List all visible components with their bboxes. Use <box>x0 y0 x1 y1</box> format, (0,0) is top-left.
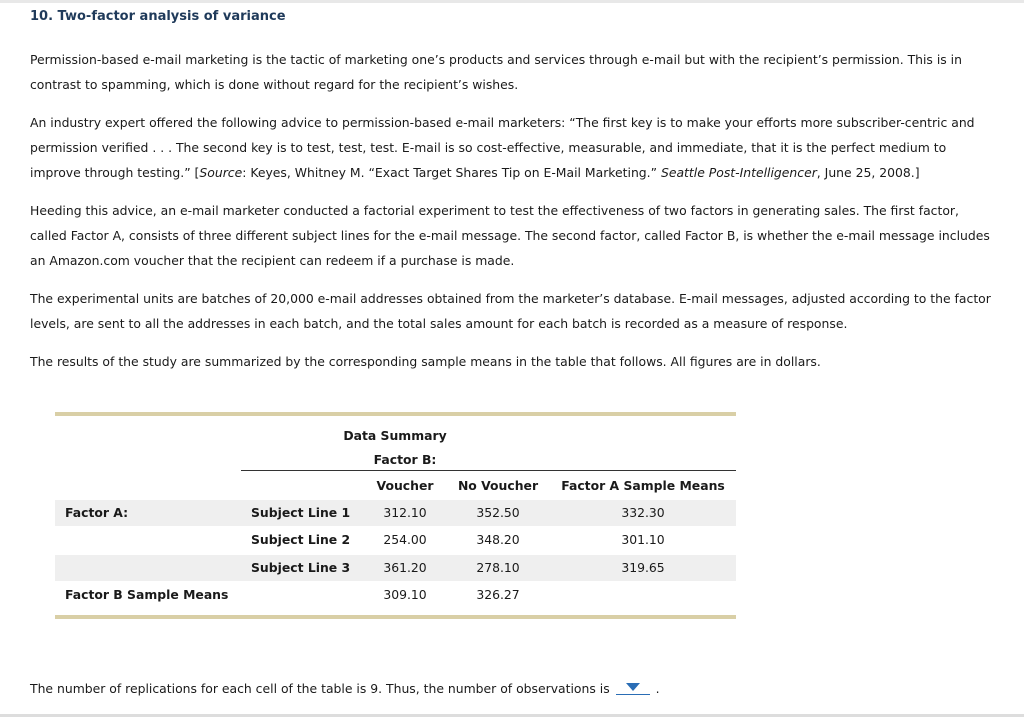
factor-b-means-label: Factor B Sample Means <box>65 587 229 602</box>
citation-date: , June 25, 2008.] <box>816 165 920 180</box>
answer-suffix: . <box>655 681 660 696</box>
cell-sl3-voucher: 361.20 <box>383 560 427 575</box>
col-header-factor-a-means: Factor A Sample Means <box>561 478 725 493</box>
cell-b-mean-no-voucher: 326.27 <box>476 587 520 602</box>
source-label: Source <box>199 165 243 180</box>
row-label-subject-line-2: Subject Line 2 <box>251 532 351 547</box>
cell-sl1-no-voucher: 352.50 <box>476 505 520 520</box>
quote-text: An industry expert offered the following advice to permission-based e-mail marketers: “The first key is to make your efforts more subscriber-centric and permission verified . . . The second key is to test, test, test. E-mail is so cost-effective, measurable, and immediate, that it is the perfect medium to improve through testing.” [ <box>30 115 975 180</box>
cell-sl2-mean: 301.10 <box>621 532 665 547</box>
cell-sl2-no-voucher: 348.20 <box>476 532 520 547</box>
cell-b-mean-voucher: 309.10 <box>383 587 427 602</box>
cell-sl1-mean: 332.30 <box>621 505 665 520</box>
citation-text: : Keyes, Whitney M. “Exact Target Shares Tip on E-Mail Marketing.” <box>242 165 661 180</box>
table-top-rule <box>55 412 736 416</box>
experiment-paragraph: Heeding this advice, an e-mail marketer conducted a factorial experiment to test the effectiveness of two factors in generating sales. The first factor, called Factor A, consists of three different subject lines for the e-mail message. The second factor, called Factor B, is whether the e-mail message includes an Amazon.com voucher that the recipient can redeem if a purchase is made. <box>30 203 990 268</box>
experimental-units-paragraph: The experimental units are batches of 20,000 e-mail addresses obtained from the marketer’s database. E-mail messages, adjusted according to the factor levels, are sent to all the addresses in each batch, and the total sales amount for each batch is recorded as a measure of response. <box>30 291 991 331</box>
expert-quote-paragraph <box>30 110 995 185</box>
header-underline <box>241 470 736 471</box>
intro-paragraph: Permission-based e-mail marketing is the tactic of marketing one’s products and services through e-mail but with the recipient’s permission. This is in contrast to spamming, which is done without regard for the recipient’s wishes. <box>30 52 962 92</box>
factor-a-label: Factor A: <box>65 505 129 520</box>
data-summary-table <box>55 412 736 619</box>
answer-text: The number of replications for each cell of the table is 9. Thus, the number of observations is <box>30 681 610 696</box>
col-header-no-voucher: No Voucher <box>457 478 539 493</box>
factor-b-label: Factor B: <box>373 452 437 467</box>
observations-dropdown[interactable] <box>616 680 650 695</box>
publication-name: Seattle Post-Intelligencer <box>660 165 817 180</box>
answer-sentence <box>30 680 660 696</box>
row-label-subject-line-3: Subject Line 3 <box>251 560 351 575</box>
row-label-subject-line-1: Subject Line 1 <box>251 505 351 520</box>
cell-sl1-voucher: 312.10 <box>383 505 427 520</box>
question-title: 10. Two-factor analysis of variance <box>30 9 286 24</box>
cell-sl2-voucher: 254.00 <box>383 532 427 547</box>
results-paragraph: The results of the study are summarized by the corresponding sample means in the table that follows. All figures are in dollars. <box>30 354 821 369</box>
dropdown-arrow-icon <box>626 683 640 691</box>
cell-sl3-no-voucher: 278.10 <box>476 560 520 575</box>
col-header-voucher: Voucher <box>376 478 434 493</box>
cell-sl3-mean: 319.65 <box>621 560 665 575</box>
table-bottom-rule <box>55 615 736 619</box>
table-caption: Data Summary <box>343 428 447 443</box>
top-divider <box>0 0 1024 3</box>
